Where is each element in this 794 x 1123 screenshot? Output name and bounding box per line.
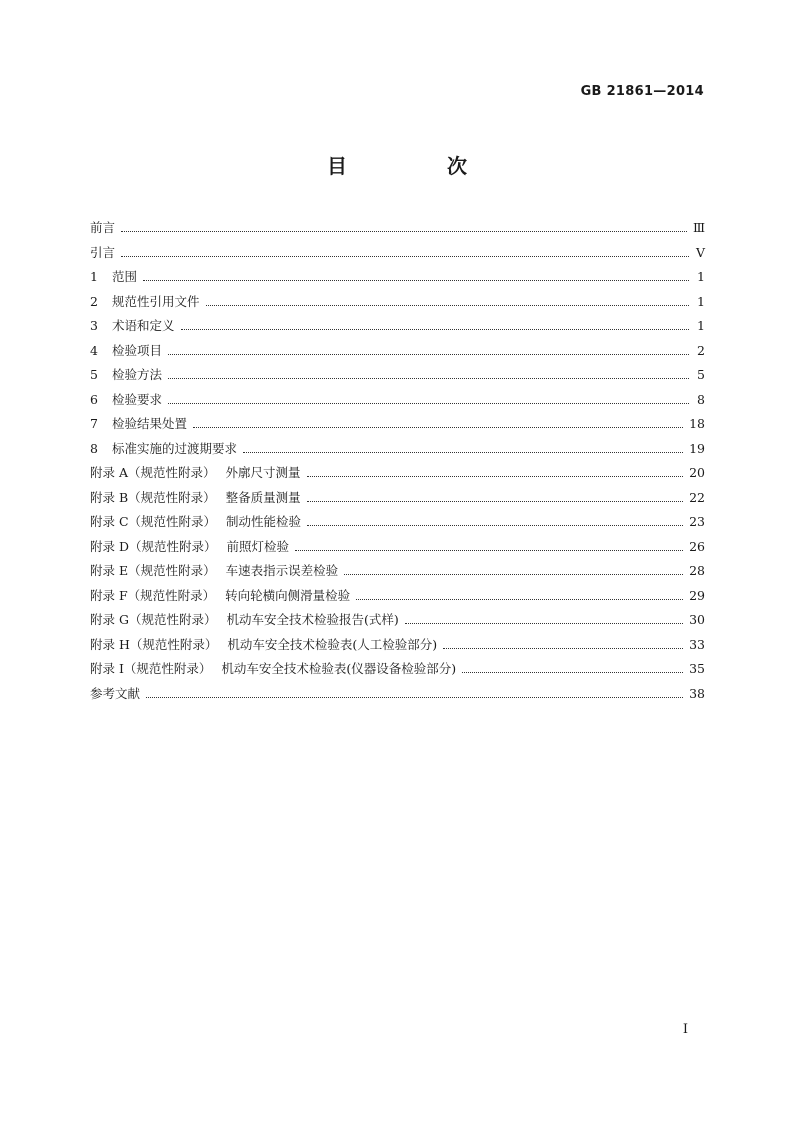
- toc-entry-appendix[interactable]: [90, 586, 705, 611]
- appendix-prefix: 附录 D（规范性附录）: [90, 538, 217, 554]
- dot-leader: [181, 329, 689, 330]
- appendix-prefix: 附录 A（规范性附录）: [90, 465, 216, 480]
- dot-leader: [307, 476, 684, 477]
- toc-entry-page: 1: [697, 318, 705, 333]
- toc-entry-number: 5: [90, 367, 98, 382]
- toc-entry-label: [90, 537, 295, 555]
- toc-entry-label: [90, 218, 121, 236]
- toc-entry-page: 35: [689, 661, 705, 676]
- toc-entry-number: 3: [90, 318, 98, 333]
- toc-entry-title: 检验要求: [112, 391, 163, 407]
- toc-entry[interactable]: [90, 243, 705, 268]
- toc-entry-page: 38: [689, 685, 705, 701]
- toc-entry[interactable]: [90, 292, 705, 317]
- toc-entry-title: 检验方法: [112, 367, 163, 382]
- toc-entry-label: [90, 365, 168, 383]
- toc-entry-number: 6: [90, 391, 98, 407]
- toc-entry-title: 检验项目: [112, 342, 163, 358]
- toc-entry-label: [90, 341, 168, 359]
- dot-leader: [193, 427, 683, 428]
- toc-entry-label: [90, 488, 307, 506]
- toc-entry-appendix[interactable]: [90, 561, 705, 586]
- appendix-prefix: 附录 H（规范性附录）: [90, 636, 218, 652]
- toc-entry-appendix[interactable]: [90, 610, 705, 635]
- toc-entry-page: 29: [689, 587, 705, 603]
- dot-leader: [206, 305, 689, 306]
- toc-entry-page: 30: [689, 612, 705, 627]
- toc-entry-number: 4: [90, 342, 98, 358]
- toc-entry-title: 制动性能检验: [226, 514, 302, 529]
- toc-entry-page: Ⅴ: [695, 244, 705, 260]
- toc-entry-label: [90, 512, 307, 530]
- toc-entry-label: [90, 292, 206, 310]
- toc-entry-label: [90, 635, 443, 653]
- toc-entry-title: 转向轮横向侧滑量检验: [225, 587, 351, 603]
- toc-entry-page: 28: [689, 563, 705, 578]
- toc-entry-page: Ⅲ: [692, 220, 705, 235]
- toc-entry-page: 19: [689, 440, 705, 456]
- toc-entry-number: 8: [90, 440, 98, 456]
- toc-entry-label: [90, 684, 146, 702]
- toc-entry-page: 5: [697, 367, 705, 382]
- appendix-prefix: 附录 I（规范性附录）: [90, 661, 212, 676]
- toc-entry[interactable]: [90, 414, 705, 439]
- toc-entry-title: 前照灯检验: [226, 538, 290, 554]
- toc-entry-label: [90, 463, 307, 481]
- toc-entry-title: 引言: [90, 244, 116, 260]
- toc-entry-number: 7: [90, 416, 98, 431]
- toc-entry-label: [90, 561, 344, 579]
- toc-entry-appendix[interactable]: [90, 659, 705, 684]
- toc-entry[interactable]: [90, 365, 705, 390]
- dot-leader: [344, 574, 683, 575]
- toc-entry[interactable]: [90, 439, 705, 464]
- dot-leader: [307, 501, 683, 502]
- toc-entry-title: 整备质量测量: [225, 489, 301, 505]
- toc-entry-page: 20: [689, 465, 705, 480]
- dot-leader: [168, 354, 689, 355]
- toc-entry-title: 车速表指示误差检验: [225, 563, 339, 578]
- toc-entry-page: 18: [689, 416, 705, 431]
- toc-entry-appendix[interactable]: [90, 512, 705, 537]
- toc-entry-title: 标准实施的过渡期要求: [112, 440, 238, 456]
- appendix-prefix: 附录 F（规范性附录）: [90, 587, 216, 603]
- toc-entry-title: 机动车安全技术检验表(仪器设备检验部分): [221, 661, 457, 676]
- page-number: Ⅰ: [682, 1022, 688, 1037]
- appendix-prefix: 附录 C（规范性附录）: [90, 514, 217, 529]
- dot-leader: [405, 623, 683, 624]
- toc-entry-label: [90, 414, 193, 432]
- table-of-contents: [90, 218, 705, 708]
- toc-entry-title: 规范性引用文件: [112, 293, 200, 309]
- toc-entry-page: 23: [689, 514, 705, 529]
- dot-leader: [146, 697, 683, 698]
- toc-entry-label: [90, 439, 243, 457]
- toc-entry-appendix[interactable]: [90, 635, 705, 660]
- dot-leader: [168, 403, 689, 404]
- toc-entry-label: [90, 316, 181, 334]
- toc-entry[interactable]: [90, 316, 705, 341]
- toc-entry[interactable]: [90, 341, 705, 366]
- dot-leader: [443, 648, 683, 649]
- toc-entry-page: 33: [689, 636, 705, 652]
- toc-entry-title: 机动车安全技术检验报告(式样): [226, 612, 399, 627]
- toc-entry-title: 机动车安全技术检验表(人工检验部分): [227, 636, 438, 652]
- toc-entry-title: 术语和定义: [112, 318, 175, 333]
- dot-leader: [168, 378, 689, 379]
- standard-code: GB 21861—2014: [580, 84, 704, 99]
- toc-entry-page: 8: [697, 391, 705, 407]
- toc-entry[interactable]: [90, 218, 705, 243]
- dot-leader: [462, 672, 683, 673]
- toc-entry[interactable]: [90, 267, 705, 292]
- toc-entry[interactable]: [90, 390, 705, 415]
- toc-entry-title: 前言: [90, 220, 116, 235]
- toc-entry-title: 参考文献: [90, 685, 141, 701]
- toc-entry-title: 检验结果处置: [112, 416, 188, 431]
- toc-entry-title: 外廓尺寸测量: [225, 465, 301, 480]
- dot-leader: [307, 525, 683, 526]
- toc-entry-label: [90, 267, 143, 285]
- toc-entry-number: 2: [90, 293, 98, 309]
- toc-entry-page: 2: [697, 342, 705, 358]
- toc-entry-label: [90, 390, 168, 408]
- toc-entry-page: 1: [697, 293, 705, 309]
- toc-entry-label: [90, 586, 356, 604]
- toc-entry-label: [90, 610, 405, 628]
- toc-entry-number: 1: [90, 269, 98, 284]
- dot-leader: [295, 550, 683, 551]
- page-title: 目 次: [327, 154, 507, 178]
- appendix-prefix: 附录 G（规范性附录）: [90, 612, 217, 627]
- appendix-prefix: 附录 E（规范性附录）: [90, 563, 216, 578]
- toc-entry-page: 26: [689, 538, 705, 554]
- toc-entry-appendix[interactable]: [90, 537, 705, 562]
- dot-leader: [356, 599, 683, 600]
- toc-entry-page: 22: [689, 489, 705, 505]
- toc-entry-label: [90, 659, 462, 677]
- toc-entry[interactable]: [90, 684, 705, 709]
- toc-entry-appendix[interactable]: [90, 488, 705, 513]
- dot-leader: [143, 280, 689, 281]
- toc-entry-title: 范围: [112, 269, 138, 284]
- toc-entry-label: [90, 243, 121, 261]
- dot-leader: [243, 452, 683, 453]
- appendix-prefix: 附录 B（规范性附录）: [90, 489, 216, 505]
- dot-leader: [121, 256, 689, 257]
- toc-entry-appendix[interactable]: [90, 463, 705, 488]
- toc-entry-page: 1: [697, 269, 705, 284]
- dot-leader: [121, 231, 687, 232]
